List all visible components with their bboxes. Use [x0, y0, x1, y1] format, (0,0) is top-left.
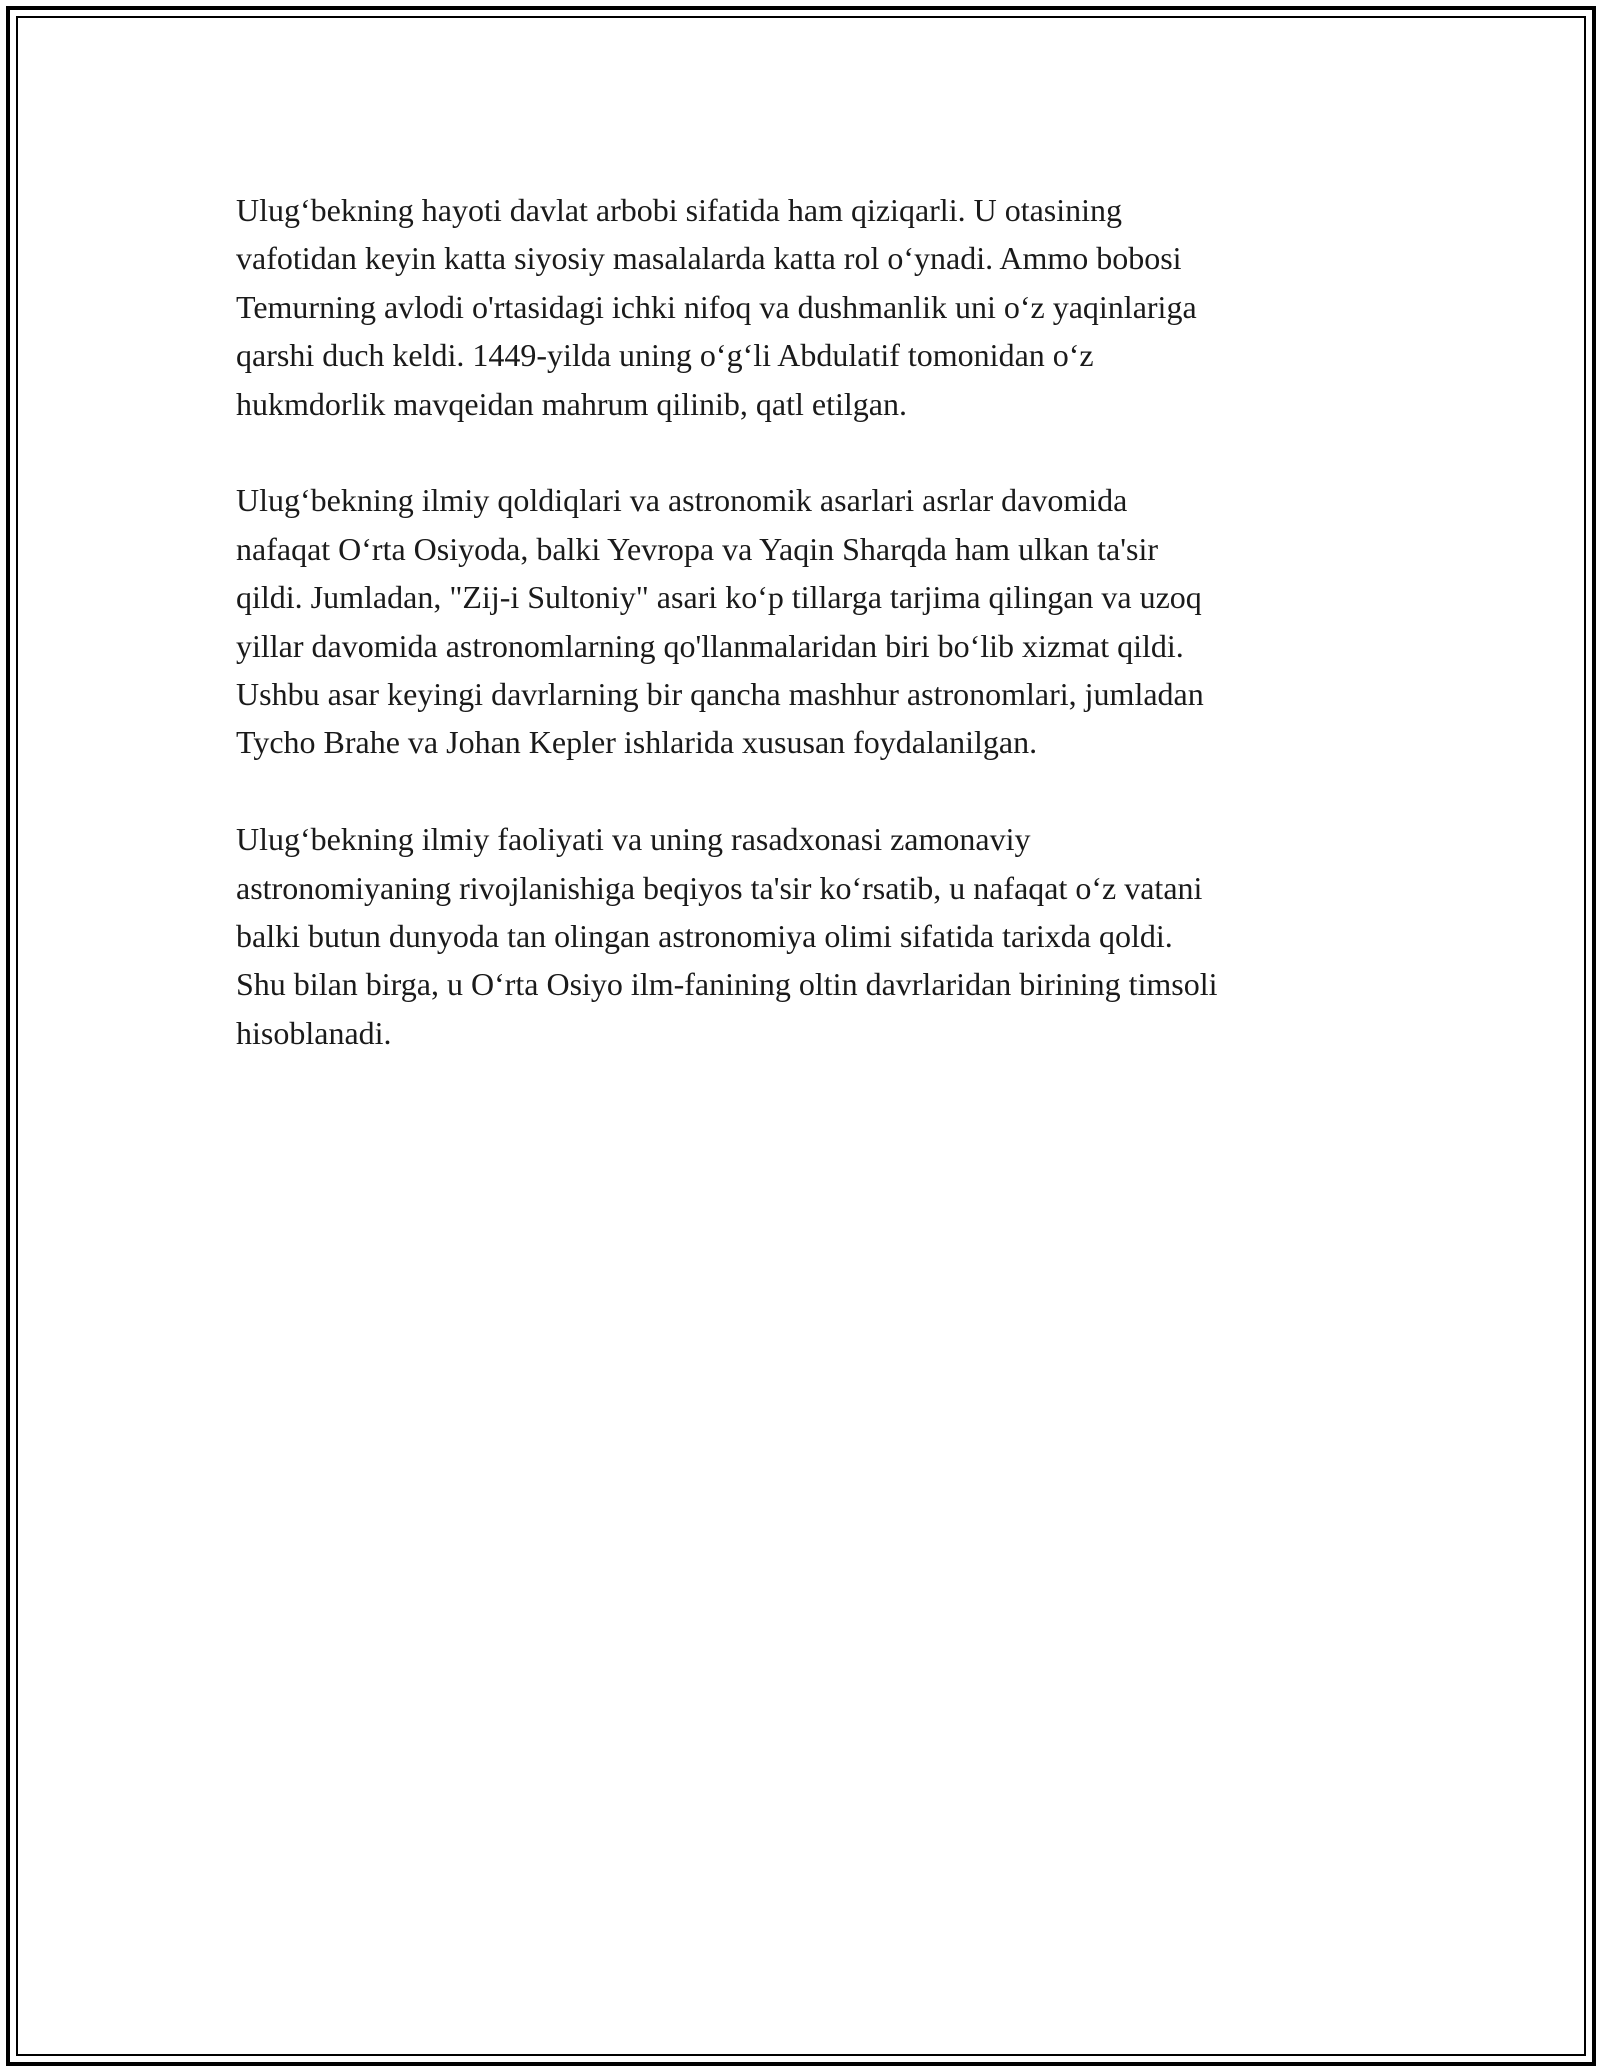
text-line: astronomiyaning rivojlanishiga beqiyos ta'sir ko‘rsatib, u nafaqat o‘z vatani	[236, 869, 1203, 906]
paragraph-2	[236, 476, 1386, 766]
text-line: Tycho Brahe va Johan Kepler ishlarida xususan foydalanilgan.	[236, 724, 1038, 761]
text-line: Ulug‘bekning hayoti davlat arbobi sifatida ham qiziqarli. U otasining	[236, 192, 1123, 228]
text-line: Ulug‘bekning ilmiy faoliyati va uning rasadxonasi zamonaviy	[236, 821, 1031, 858]
text-line: hisoblanadi.	[236, 1014, 392, 1051]
text-line: balki butun dunyoda tan olingan astronomiya olimi sifatida tarixda qoldi.	[236, 918, 1173, 955]
text-line: qildi. Jumladan, "Zij-i Sultoniy" asari ko‘p tillarga tarjima qilingan va uzoq	[236, 579, 1202, 616]
text-line: hukmdorlik mavqeidan mahrum qilinib, qatl etilgan.	[236, 385, 907, 422]
text-line: Ushbu asar keyingi davrlarning bir qancha mashhur astronomlari, jumladan	[236, 676, 1204, 713]
text-line: qarshi duch keldi. 1449-yilda uning o‘g‘li Abdulatif tomonidan o‘z	[236, 337, 1094, 374]
text-line: vafotidan keyin katta siyosiy masalalarda katta rol o‘ynadi. Ammo bobosi	[236, 240, 1182, 277]
text-line: Ulug‘bekning ilmiy qoldiqlari va astronomik asarlari asrlar davomida	[236, 482, 1128, 519]
text-line: yillar davomida astronomlarning qo'llanmalaridan biri bo‘lib xizmat qildi.	[236, 627, 1184, 664]
paragraph-3	[236, 815, 1386, 1057]
document-body	[236, 186, 1386, 1106]
text-line: Temurning avlodi o'rtasidagi ichki nifoq va dushmanlik uni o‘z yaqinlariga	[236, 288, 1197, 325]
text-line: Shu bilan birga, u O‘rta Osiyo ilm-fanining oltin davrlaridan birining timsoli	[236, 966, 1218, 1003]
paragraph-1	[236, 186, 1386, 428]
text-line: nafaqat O‘rta Osiyoda, balki Yevropa va Yaqin Sharqda ham ulkan ta'sir	[236, 530, 1159, 567]
